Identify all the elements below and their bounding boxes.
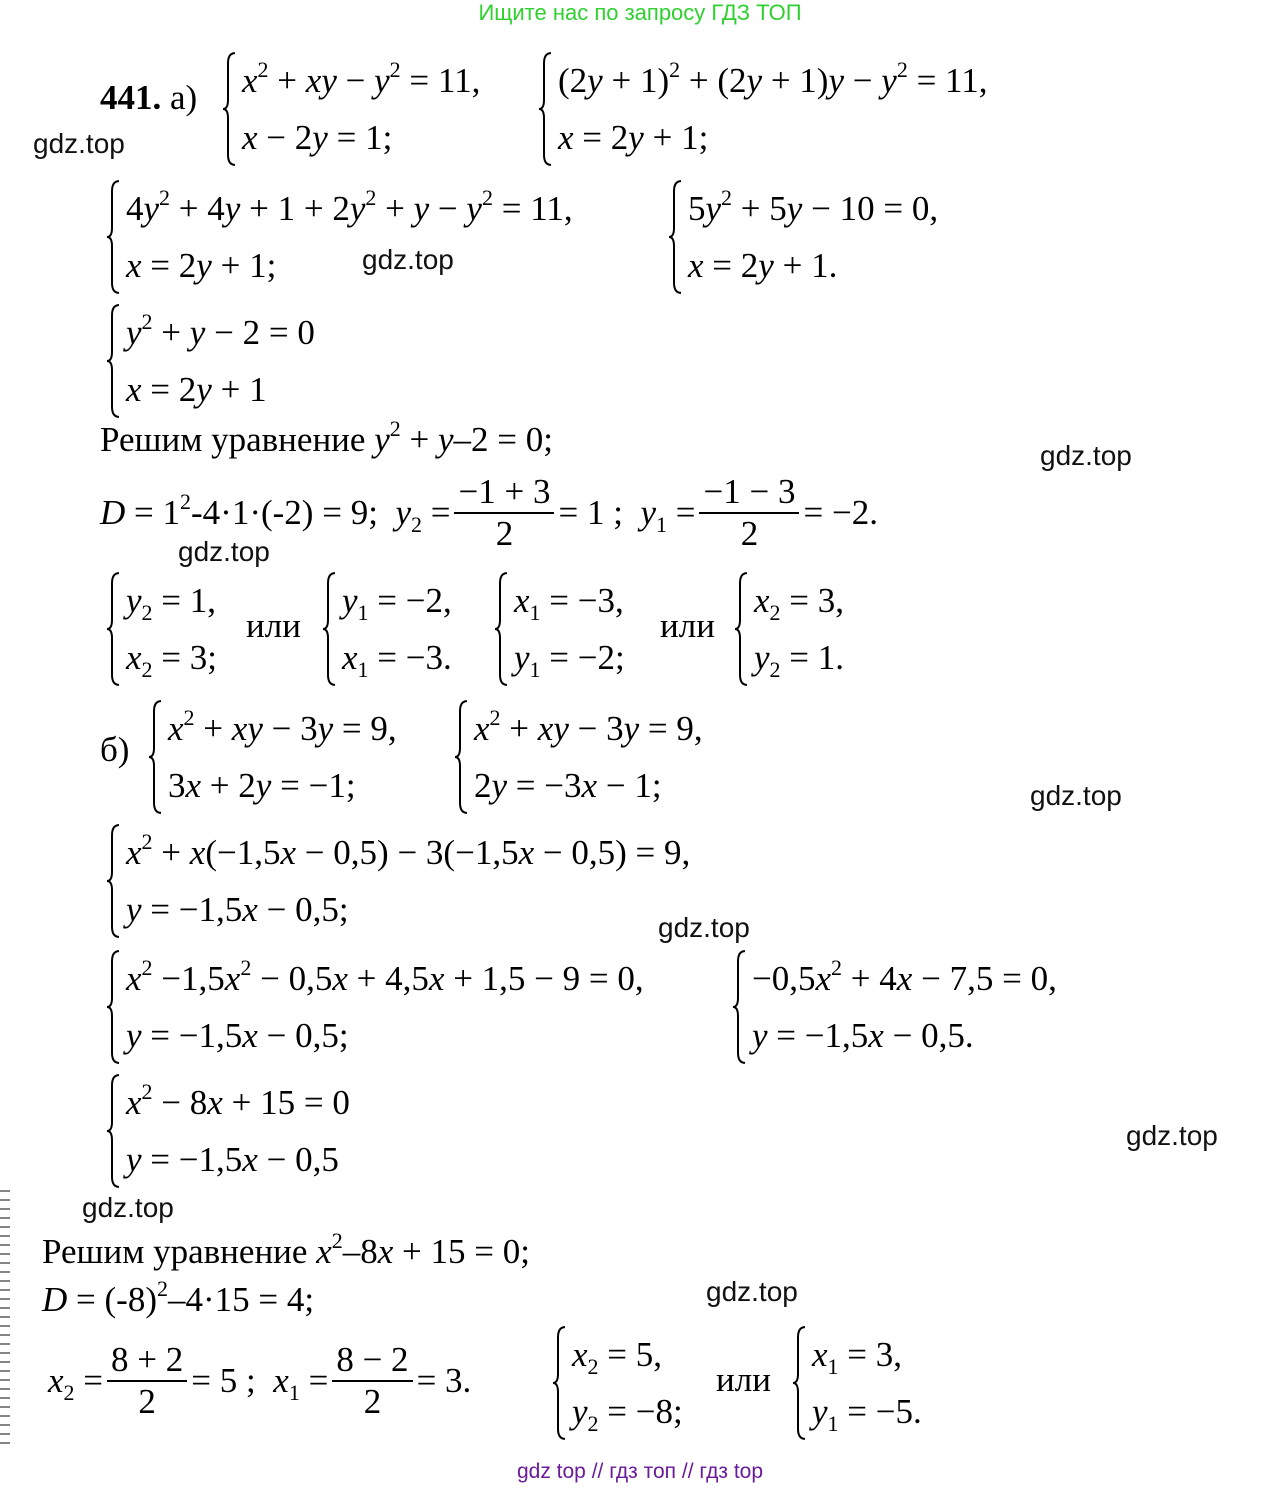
solve-line: Решим уравнение $y^2 + y-2 = 0$; xyxy=(100,416,554,459)
problem-header xyxy=(100,78,197,118)
equation-system: $(2y + 1)^2 + (2y + 1)y - y^2 = 11$, x = 2y + 1; xyxy=(538,52,988,166)
brace-icon xyxy=(732,950,746,1064)
brace-icon xyxy=(494,572,508,686)
fraction: $\frac{8 - 2}{2}$ xyxy=(332,1340,412,1422)
footer-links: gdz top // гдз топ // гдз top xyxy=(516,1460,764,1483)
equation-system: $x^2$ + xy − 3y = 9, 2y = −3x − 1; xyxy=(454,700,703,814)
watermark: gdz.top xyxy=(33,128,125,159)
equation-system: $x^2 -1,5x^2 - 0,5x + 4,5x + 1,5 - 9 = 0$, y = −1,5x − 0,5; xyxy=(106,950,644,1064)
watermark: gdz.top xyxy=(1126,1120,1218,1151)
equation-system: $x_1 = -3$, $y_1 = -2$; xyxy=(494,572,625,686)
problem-number: 441. xyxy=(100,78,162,117)
watermark: gdz.top xyxy=(82,1192,174,1223)
brace-icon xyxy=(552,1326,566,1440)
brace-icon xyxy=(668,180,682,294)
brace-icon xyxy=(106,180,120,294)
brace-icon xyxy=(222,52,236,166)
equation-system: $4y^2 + 4y + 1 + 2y^2 + y - y^2 = 11$, x = 2y + 1; xyxy=(106,180,573,294)
top-banner: Ищите нас по запросу ГДЗ ТОП xyxy=(478,0,802,25)
scan-edge-artifact xyxy=(0,1190,10,1450)
brace-icon xyxy=(734,572,748,686)
fraction: $\frac{-1 - 3}{2}$ xyxy=(699,472,799,554)
equation-system: $x^2$ + xy − $y^2 = 11$, x − 2y = 1; xyxy=(222,52,480,166)
fraction: $\frac{-1 + 3}{2}$ xyxy=(454,472,554,554)
watermark: gdz.top xyxy=(1030,780,1122,811)
brace-icon xyxy=(106,1074,120,1188)
brace-icon xyxy=(106,824,120,938)
brace-icon xyxy=(454,700,468,814)
brace-icon xyxy=(106,950,120,1064)
equation-system: $y_2 = 1$, $x_2 = 3$; xyxy=(106,572,217,686)
solve-text: Решим уравнение xyxy=(42,1232,308,1271)
brace-icon xyxy=(538,52,552,166)
part-b-label: б) xyxy=(100,730,130,769)
brace-icon xyxy=(106,304,120,418)
watermark: gdz.top xyxy=(362,244,454,275)
or-word: или xyxy=(246,606,301,645)
equation-system: $x^2 + x(-1,5x - 0,5) - 3(-1,5x - 0,5) = 9$, y = −1,5x − 0,5; xyxy=(106,824,690,938)
equation-system: $x_2 = 5$, $y_2 = -8$; xyxy=(552,1326,683,1440)
watermark: gdz.top xyxy=(178,536,270,567)
equation-system: $x^2$ + xy − 3y = 9, 3x + 2y = −1; xyxy=(148,700,397,814)
fraction: $\frac{8 + 2}{2}$ xyxy=(107,1340,187,1422)
watermark: gdz.top xyxy=(658,912,750,943)
watermark: gdz.top xyxy=(706,1276,798,1307)
discriminant-line: $D = (-8)^2-4\cdot 15 = 4$; xyxy=(42,1276,315,1319)
watermark: gdz.top xyxy=(1040,440,1132,471)
solve-text: Решим уравнение xyxy=(100,420,366,459)
equation-system: $5y^2 + 5y - 10 = 0$, x = 2y + 1. xyxy=(668,180,938,294)
equation-system: $x^2 - 8x + 15 = 0$ y = −1,5x − 0,5 xyxy=(106,1074,350,1188)
discriminant-line: $D = 1^2-4\cdot 1\cdot(-2) = 9$; $y_2$ = $\frac{-1 + 3}{2}$ = 1 ; $y_1$ = $\frac{-1 - 3}{2}$ = −2. xyxy=(100,472,878,553)
brace-icon xyxy=(322,572,336,686)
equation-system: $-0,5x^2 + 4x - 7,5 = 0$, y = −1,5x − 0,5. xyxy=(732,950,1057,1064)
or-word: или xyxy=(716,1360,771,1399)
equation-system: $x_2 = 3$, $y_2 = 1$. xyxy=(734,572,844,686)
or-word: или xyxy=(660,606,715,645)
part-a-label: а) xyxy=(170,78,198,117)
solve-line: Решим уравнение $x^2-8x + 15 = 0$; xyxy=(42,1228,530,1271)
roots-line: $x_2$ = $\frac{8 + 2}{2}$ = 5 ; $x_1$ = $\frac{8 - 2}{2}$ = 3. xyxy=(48,1340,472,1421)
brace-icon xyxy=(792,1326,806,1440)
equation-system: $y^2 + y - 2 = 0$ x = 2y + 1 xyxy=(106,304,315,418)
brace-icon xyxy=(148,700,162,814)
equation-system: $y_1 = -2$, $x_1 = -3$. xyxy=(322,572,452,686)
brace-icon xyxy=(106,572,120,686)
equation-system: $x_1 = 3$, $y_1 = -5$. xyxy=(792,1326,922,1440)
